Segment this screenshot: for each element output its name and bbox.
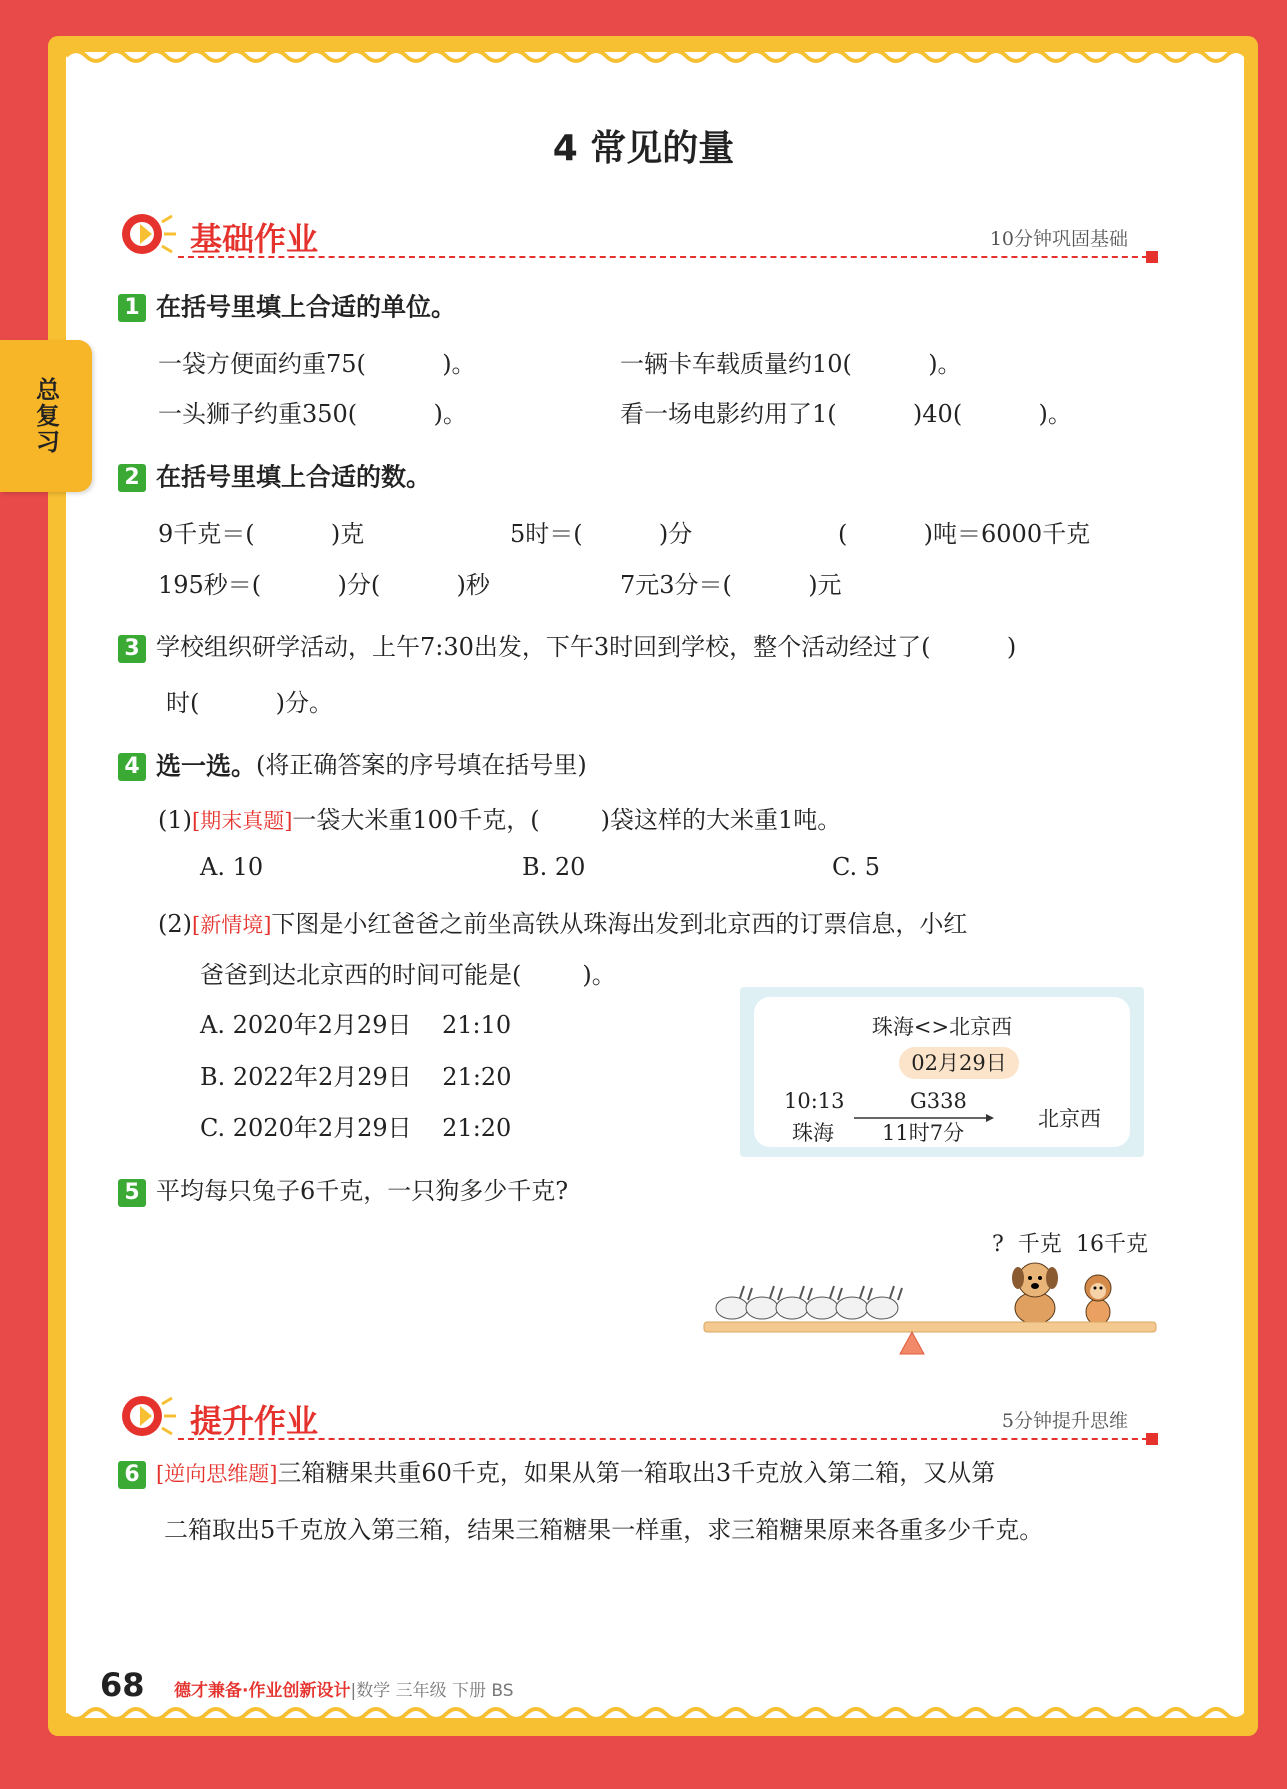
dog-weight-label: ? 千克 xyxy=(992,1232,1062,1257)
question-text: 平均每只兔子6千克，一只狗多少千克? xyxy=(156,1177,569,1205)
wavy-border-bottom xyxy=(66,1706,1244,1724)
q3-line-2: 时( )分。 xyxy=(166,689,334,717)
section-time-note: 5分钟提升思维 xyxy=(1001,1410,1128,1432)
ticket-arrive-station: 北京西 xyxy=(1038,1107,1101,1131)
q4-1-option-a: A. 10 xyxy=(200,853,264,881)
rabbit-icon xyxy=(716,1286,902,1319)
q4-1-option-c: C. 5 xyxy=(832,853,881,881)
q1-item-c: 一头狮子约重350( )。 xyxy=(158,400,467,428)
q4-1-option-b: B. 20 xyxy=(522,853,586,881)
section-rule-end xyxy=(1146,1433,1158,1445)
question-6 xyxy=(118,1456,995,1491)
monkey-weight-label: 16千克 xyxy=(1076,1232,1148,1257)
context-tag: [新情境] xyxy=(192,913,272,937)
q4-part-2 xyxy=(158,904,967,939)
footer-brand: 德才兼备·作业创新设计 xyxy=(174,1681,351,1701)
lamp-icon xyxy=(118,1392,180,1444)
question-1 xyxy=(118,289,456,325)
balance-fulcrum xyxy=(900,1332,924,1354)
train-ticket xyxy=(740,987,1144,1157)
section-header-advanced xyxy=(118,1392,1158,1452)
q2-item-a: 9千克＝( )克 xyxy=(158,520,365,548)
question-text: 选一选。 xyxy=(156,751,257,781)
q4-part-1 xyxy=(158,800,841,835)
q1-item-d: 看一场电影约用了1( )40( )。 xyxy=(620,400,1072,428)
question-3 xyxy=(118,630,1016,664)
question-number: 1 xyxy=(118,294,146,322)
question-tag: [逆向思维题] xyxy=(156,1462,278,1486)
ticket-card xyxy=(754,997,1130,1147)
q6-line-2: 二箱取出5千克放入第三箱，结果三箱糖果一样重，求三箱糖果原来各重多少千克。 xyxy=(164,1516,1044,1544)
section-rule-end xyxy=(1146,251,1158,263)
balance-illustration xyxy=(700,1258,1160,1358)
wavy-border-top xyxy=(66,46,1244,64)
section-time-note: 10分钟巩固基础 xyxy=(989,228,1128,250)
q1-item-b: 一辆卡车载质量约10( )。 xyxy=(620,350,962,378)
question-number: 6 xyxy=(118,1461,146,1489)
question-number: 2 xyxy=(118,464,146,492)
q4-2-option-c: C. 2020年2月29日 21:20 xyxy=(200,1114,512,1142)
question-4 xyxy=(118,748,587,784)
q2-item-c: ( )吨＝6000千克 xyxy=(838,520,1091,548)
ticket-route: 珠海<>北京西 xyxy=(871,1015,1013,1039)
ticket-duration: 11时7分 xyxy=(882,1121,965,1145)
section-title: 提升作业 xyxy=(190,1402,319,1440)
part-prefix: (2) xyxy=(158,910,192,938)
part-prefix: (1) xyxy=(158,806,192,834)
question-number: 5 xyxy=(118,1179,146,1207)
section-header-basic xyxy=(118,210,1158,270)
lamp-icon xyxy=(118,210,180,262)
section-rule xyxy=(178,1438,1158,1440)
part-text: 下图是小红爸爸之前坐高铁从珠海出发到北京西的订票信息，小红 xyxy=(271,910,968,938)
q4-2-option-a: A. 2020年2月29日 21:10 xyxy=(200,1011,512,1039)
footer-info xyxy=(174,1676,514,1701)
section-rule xyxy=(178,256,1158,258)
q2-item-d: 195秒＝( )分( )秒 xyxy=(158,571,490,599)
q2-item-b: 5时＝( )分 xyxy=(510,520,693,548)
exam-tag: [期末真题] xyxy=(192,809,293,833)
ticket-date: 02月29日 xyxy=(899,1047,1019,1079)
dog-icon xyxy=(1012,1263,1058,1324)
question-number: 4 xyxy=(118,753,146,781)
part-text: 一袋大米重100千克，( )袋这样的大米重1吨。 xyxy=(292,806,842,834)
question-5 xyxy=(118,1174,568,1208)
question-text: 在括号里填上合适的数。 xyxy=(156,462,432,492)
ticket-depart-station: 珠海 xyxy=(792,1121,834,1145)
monkey-icon xyxy=(1085,1275,1111,1325)
q2-item-e: 7元3分＝( )元 xyxy=(620,571,842,599)
question-number: 3 xyxy=(118,635,146,663)
ticket-train-number: G338 xyxy=(910,1089,967,1113)
q4-2-option-b: B. 2022年2月29日 21:20 xyxy=(200,1063,512,1091)
section-title: 基础作业 xyxy=(190,220,319,258)
q4-2-text-continued: 爸爸到达北京西的时间可能是( )。 xyxy=(200,961,616,989)
question-2 xyxy=(118,459,431,495)
q1-item-a: 一袋方便面约重75( )。 xyxy=(158,350,476,378)
side-tab-label: 总复习 xyxy=(31,377,60,455)
side-tab-review xyxy=(0,340,92,492)
balance-beam xyxy=(704,1322,1156,1332)
ticket-depart-time: 10:13 xyxy=(784,1089,845,1113)
footer-book-info: |数学 三年级 下册 BS xyxy=(350,1681,514,1701)
question-text: 学校组织研学活动，上午7:30出发，下午3时回到学校，整个活动经过了( ) xyxy=(156,633,1017,661)
question-text: 三箱糖果共重60千克，如果从第一箱取出3千克放入第二箱，又从第 xyxy=(277,1459,996,1487)
question-note: (将正确答案的序号填在括号里) xyxy=(256,751,587,779)
question-text: 在括号里填上合适的单位。 xyxy=(156,292,457,322)
page-number: 68 xyxy=(100,1666,145,1704)
page-title: 4 常见的量 xyxy=(552,128,735,169)
